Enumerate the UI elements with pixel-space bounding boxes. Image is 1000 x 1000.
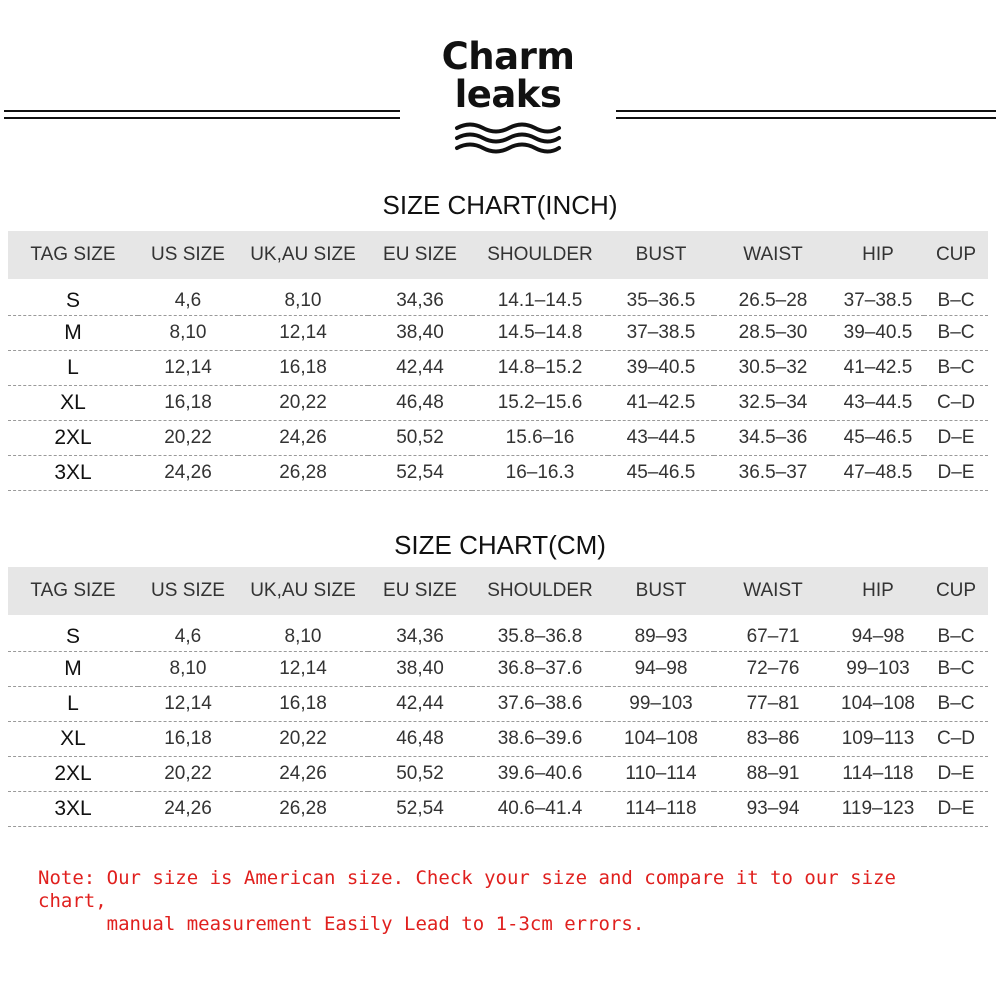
cell-hip: 114–118 (832, 757, 924, 792)
cell-eu-size: 34,36 (368, 279, 472, 316)
cell-waist: 30.5–32 (714, 351, 832, 386)
cell-us-size: 8,10 (138, 316, 238, 351)
cell-waist: 36.5–37 (714, 456, 832, 491)
note-line-2: manual measurement Easily Lead to 1-3cm errors. (38, 913, 645, 935)
column-header-eu-size: EU SIZE (368, 567, 472, 615)
cell-tag-size: 3XL (8, 456, 138, 491)
cell-bust: 94–98 (608, 652, 714, 687)
cell-waist: 67–71 (714, 615, 832, 652)
cell-waist: 88–91 (714, 757, 832, 792)
table-header-row (8, 231, 988, 279)
cell-tag-size: S (8, 615, 138, 652)
cell-us-size: 12,14 (138, 687, 238, 722)
cell-hip: 39–40.5 (832, 316, 924, 351)
divider-line (4, 117, 400, 119)
cell-shoulder: 38.6–39.6 (472, 722, 608, 757)
column-header-cup: CUP (924, 567, 988, 615)
cell-uk-au-size: 16,18 (238, 351, 368, 386)
page-header (0, 0, 1000, 160)
cell-tag-size: L (8, 687, 138, 722)
cell-hip: 37–38.5 (832, 279, 924, 316)
cell-shoulder: 36.8–37.6 (472, 652, 608, 687)
column-header-bust: BUST (608, 231, 714, 279)
cell-bust: 114–118 (608, 792, 714, 827)
cell-us-size: 4,6 (138, 279, 238, 316)
cell-tag-size: 2XL (8, 757, 138, 792)
cell-us-size: 24,26 (138, 792, 238, 827)
cell-bust: 99–103 (608, 687, 714, 722)
cell-hip: 41–42.5 (832, 351, 924, 386)
cell-uk-au-size: 12,14 (238, 652, 368, 687)
cell-us-size: 20,22 (138, 757, 238, 792)
cell-hip: 119–123 (832, 792, 924, 827)
cell-uk-au-size: 12,14 (238, 316, 368, 351)
cell-eu-size: 34,36 (368, 615, 472, 652)
column-header-waist: WAIST (714, 567, 832, 615)
cell-us-size: 16,18 (138, 386, 238, 421)
cell-shoulder: 39.6–40.6 (472, 757, 608, 792)
cell-cup: D–E (924, 757, 988, 792)
cell-shoulder: 35.8–36.8 (472, 615, 608, 652)
cell-waist: 83–86 (714, 722, 832, 757)
cell-bust: 45–46.5 (608, 456, 714, 491)
brand-logo (420, 35, 596, 154)
cell-us-size: 16,18 (138, 722, 238, 757)
column-header-uk-au-size: UK,AU SIZE (238, 567, 368, 615)
cell-shoulder: 15.6–16 (472, 421, 608, 456)
cell-eu-size: 52,54 (368, 792, 472, 827)
cell-shoulder: 16–16.3 (472, 456, 608, 491)
cell-uk-au-size: 8,10 (238, 615, 368, 652)
cell-tag-size: XL (8, 386, 138, 421)
cell-bust: 89–93 (608, 615, 714, 652)
cell-uk-au-size: 26,28 (238, 456, 368, 491)
cell-shoulder: 14.5–14.8 (472, 316, 608, 351)
cell-us-size: 4,6 (138, 615, 238, 652)
cell-eu-size: 50,52 (368, 421, 472, 456)
divider-line (616, 117, 996, 119)
table-row (8, 386, 988, 421)
cell-uk-au-size: 20,22 (238, 386, 368, 421)
cm-size-table (8, 567, 988, 827)
cell-cup: B–C (924, 279, 988, 316)
size-note (38, 867, 968, 936)
cell-uk-au-size: 8,10 (238, 279, 368, 316)
cell-eu-size: 42,44 (368, 351, 472, 386)
table-header-row (8, 567, 988, 615)
table-row (8, 316, 988, 351)
column-header-uk-au-size: UK,AU SIZE (238, 231, 368, 279)
cm-chart-title: SIZE CHART(CM) (394, 530, 606, 560)
column-header-shoulder: SHOULDER (472, 231, 608, 279)
cell-bust: 37–38.5 (608, 316, 714, 351)
table-row (8, 792, 988, 827)
cell-hip: 99–103 (832, 652, 924, 687)
cell-cup: D–E (924, 792, 988, 827)
cell-us-size: 24,26 (138, 456, 238, 491)
column-header-hip: HIP (832, 231, 924, 279)
table-row (8, 351, 988, 386)
cell-bust: 43–44.5 (608, 421, 714, 456)
cell-bust: 110–114 (608, 757, 714, 792)
column-header-tag-size: TAG SIZE (8, 567, 138, 615)
cell-uk-au-size: 26,28 (238, 792, 368, 827)
divider-line (616, 110, 996, 112)
cell-eu-size: 50,52 (368, 757, 472, 792)
column-header-cup: CUP (924, 231, 988, 279)
cell-waist: 77–81 (714, 687, 832, 722)
column-header-us-size: US SIZE (138, 567, 238, 615)
cell-us-size: 20,22 (138, 421, 238, 456)
cell-cup: D–E (924, 456, 988, 491)
cell-hip: 47–48.5 (832, 456, 924, 491)
cell-waist: 93–94 (714, 792, 832, 827)
column-header-hip: HIP (832, 567, 924, 615)
cell-hip: 43–44.5 (832, 386, 924, 421)
cell-bust: 39–40.5 (608, 351, 714, 386)
table-row (8, 652, 988, 687)
note-line-1: Note: Our size is American size. Check your size and compare it to our size chart, (38, 867, 908, 912)
cell-shoulder: 15.2–15.6 (472, 386, 608, 421)
cell-cup: B–C (924, 351, 988, 386)
cell-hip: 104–108 (832, 687, 924, 722)
cell-shoulder: 14.8–15.2 (472, 351, 608, 386)
cell-bust: 41–42.5 (608, 386, 714, 421)
column-header-bust: BUST (608, 567, 714, 615)
brand-name-line1: Charm (441, 35, 575, 78)
column-header-tag-size: TAG SIZE (8, 231, 138, 279)
cell-uk-au-size: 24,26 (238, 421, 368, 456)
cell-shoulder: 37.6–38.6 (472, 687, 608, 722)
cell-tag-size: L (8, 351, 138, 386)
cell-hip: 45–46.5 (832, 421, 924, 456)
cell-eu-size: 38,40 (368, 316, 472, 351)
cell-bust: 35–36.5 (608, 279, 714, 316)
cell-cup: D–E (924, 421, 988, 456)
cell-tag-size: 2XL (8, 421, 138, 456)
cell-tag-size: 3XL (8, 792, 138, 827)
table-row (8, 615, 988, 652)
column-header-eu-size: EU SIZE (368, 231, 472, 279)
cell-eu-size: 46,48 (368, 386, 472, 421)
cell-shoulder: 14.1–14.5 (472, 279, 608, 316)
cell-shoulder: 40.6–41.4 (472, 792, 608, 827)
cell-cup: B–C (924, 615, 988, 652)
cell-uk-au-size: 20,22 (238, 722, 368, 757)
cell-tag-size: M (8, 652, 138, 687)
divider-line (4, 110, 400, 112)
inch-chart-title: SIZE CHART(INCH) (382, 190, 618, 220)
table-row (8, 456, 988, 491)
cell-eu-size: 38,40 (368, 652, 472, 687)
cell-cup: C–D (924, 722, 988, 757)
cell-cup: C–D (924, 386, 988, 421)
table-row (8, 722, 988, 757)
cell-tag-size: M (8, 316, 138, 351)
table-row (8, 279, 988, 316)
cell-waist: 34.5–36 (714, 421, 832, 456)
cell-tag-size: XL (8, 722, 138, 757)
cell-cup: B–C (924, 687, 988, 722)
cell-bust: 104–108 (608, 722, 714, 757)
cell-cup: B–C (924, 316, 988, 351)
cell-hip: 94–98 (832, 615, 924, 652)
wave-icon (453, 120, 563, 154)
table-row (8, 421, 988, 456)
cell-us-size: 12,14 (138, 351, 238, 386)
cell-us-size: 8,10 (138, 652, 238, 687)
cell-waist: 72–76 (714, 652, 832, 687)
table-row (8, 687, 988, 722)
cell-eu-size: 52,54 (368, 456, 472, 491)
cell-waist: 26.5–28 (714, 279, 832, 316)
column-header-waist: WAIST (714, 231, 832, 279)
cell-waist: 32.5–34 (714, 386, 832, 421)
cell-hip: 109–113 (832, 722, 924, 757)
cell-eu-size: 46,48 (368, 722, 472, 757)
cell-cup: B–C (924, 652, 988, 687)
table-row (8, 757, 988, 792)
cell-eu-size: 42,44 (368, 687, 472, 722)
cell-uk-au-size: 16,18 (238, 687, 368, 722)
cell-uk-au-size: 24,26 (238, 757, 368, 792)
column-header-us-size: US SIZE (138, 231, 238, 279)
brand-name-line2: leaks (454, 73, 562, 116)
column-header-shoulder: SHOULDER (472, 567, 608, 615)
cell-waist: 28.5–30 (714, 316, 832, 351)
cell-tag-size: S (8, 279, 138, 316)
inch-size-table (8, 231, 988, 491)
